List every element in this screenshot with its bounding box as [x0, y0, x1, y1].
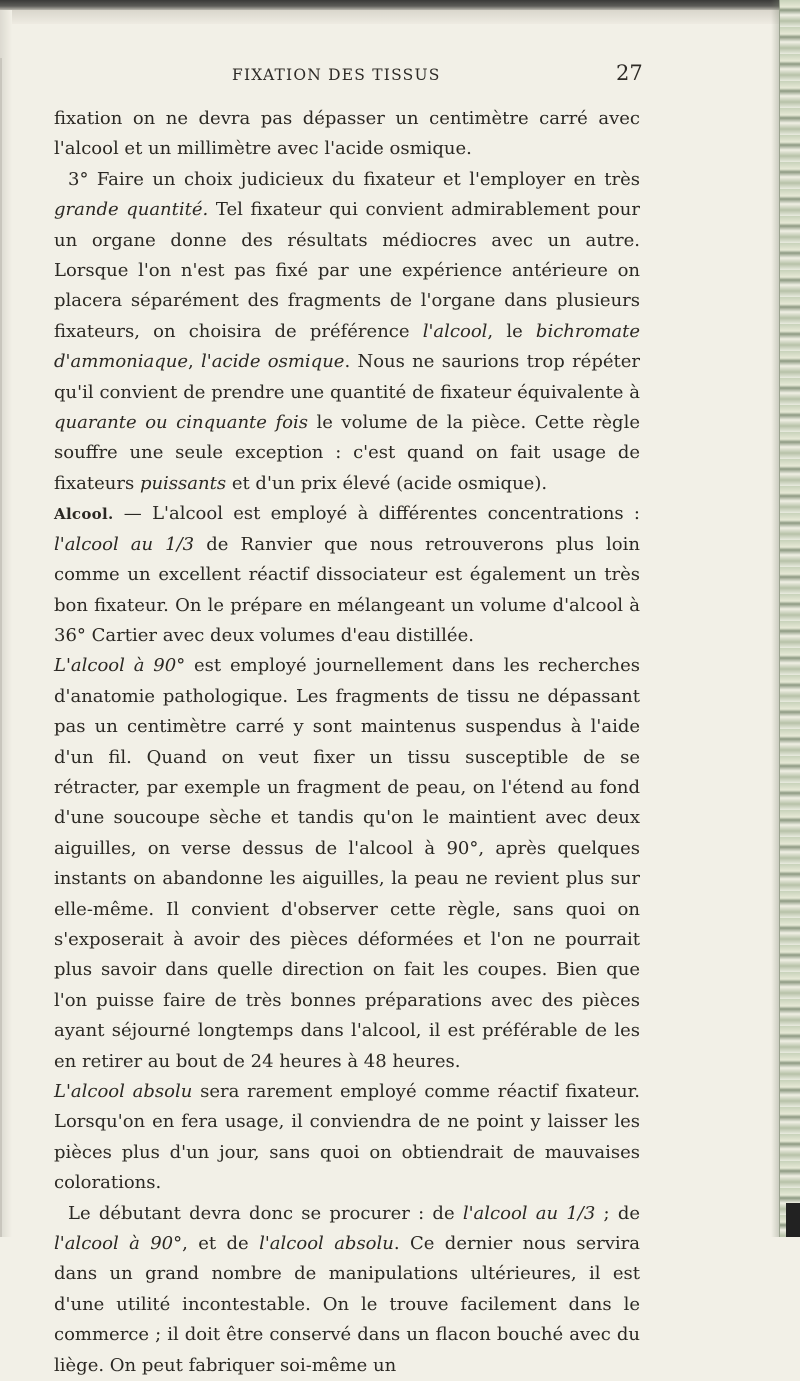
running-head: FIXATION DES TISSUS	[232, 66, 441, 84]
section-heading: Alcool.	[54, 505, 114, 524]
italic-term: puissants	[139, 472, 227, 494]
paragraph	[54, 104, 640, 165]
text-segment: , le	[487, 320, 536, 342]
italic-term: L'alcool absolu	[54, 1081, 193, 1102]
italic-term: quarante ou cinquante fois	[54, 412, 308, 434]
italic-term: bichromate d'ammoniaque	[54, 320, 641, 373]
italic-term: l'alcool	[422, 320, 488, 342]
paragraph	[54, 1199, 640, 1381]
paragraph	[54, 165, 640, 499]
text-segment: , et de	[182, 1233, 260, 1255]
text-segment: . Ce dernier nous servira dans un grand nombre de manipulations ultérieures, il est d'une utilité incontestable. On le trouve facilement dans le commerce ; il doit être conservé dans un flacon bouché avec du liège. On peut fabriquer soi-même un	[54, 1233, 640, 1376]
text-segment: Tel fixateur qui convient admirablement pour un organe donne des résultats médiocres avec un autre. Lorsque l'on n'est pas fixé par une expérience antérieure on placera séparément des fragments de l'organe dans plusieurs fixateurs, on choisira de préférence	[54, 199, 640, 342]
paragraph	[54, 1077, 640, 1199]
italic-term: l'alcool au 1/3	[462, 1202, 596, 1224]
text-segment: Le débutant devra donc se procurer : de	[68, 1202, 463, 1224]
body-text	[54, 104, 640, 1381]
text-segment: et d'un prix élevé (acide osmique).	[226, 472, 548, 494]
text-segment: 3° Faire un choix judicieux du fixateur et l'employer en très	[68, 168, 640, 190]
text-segment: est employé journellement dans les recherches d'anatomie pathologique. Les fragments de tissu ne dépassant pas un centimètre carré y sont maintenus suspendus à l'aide d'un fil. Quand on veut fixer un tissu susceptible de se rétracter, par exemple un fragment de peau, on l'étend au fond d'une soucoupe sèche et tandis qu'on le maintient avec deux aiguilles, on verse dessus de l'alcool à 90°, après quelques instants on abandonne les aiguilles, la peau ne revient plus sur elle-même. Il convient d'observer cette règle, sans quoi on s'exposerait à avoir des pièces déformées et l'on ne pourrait plus savoir dans quelle direction on fait les coupes. Bien que l'on puisse faire de très bonnes préparations avec des pièces ayant séjourné longtemps dans l'alcool, il est préférable de les en retirer au bout de 24 heures à 48 heures.	[54, 655, 641, 1072]
text-segment: ; de	[595, 1202, 640, 1224]
text-segment: le volume de la pièce. Cette règle souffre une seule exception : c'est quand on fait usage de fixateurs	[54, 412, 640, 494]
top-page-band	[0, 10, 785, 24]
italic-term: grande quantité.	[54, 199, 209, 221]
text-segment: ,	[188, 351, 202, 373]
text-segment: sera rarement employé comme réactif fixateur. Lorsqu'on en fera usage, il conviendra de ne point y laisser les pièces plus d'un jour, sans quoi on obtiendrait de mauvaises colorations.	[54, 1081, 640, 1194]
italic-term: l'acide osmique	[201, 351, 345, 373]
italic-term: L'alcool à 90°	[54, 655, 186, 677]
paragraph	[54, 651, 640, 1077]
page-number: 27	[616, 61, 643, 85]
italic-term: l'alcool absolu	[259, 1233, 394, 1255]
italic-term: l'alcool à 90°	[54, 1233, 183, 1255]
text-segment: . Nous ne saurions trop répéter qu'il convient de prendre une quantité de fixateur équivalente à	[54, 351, 640, 403]
left-page-edge	[0, 58, 2, 1237]
text-segment: fixation on ne devra pas dépasser un centimètre carré avec l'alcool et un millimètre avec l'acide osmique.	[54, 108, 640, 160]
book-spine-edge	[779, 0, 800, 1237]
bottom-right-corner	[786, 1203, 800, 1237]
top-edge-shadow	[0, 0, 790, 10]
text-segment: de Ranvier que nous retrouverons plus loin comme un excellent réactif dissociateur est également un très bon fixateur. On le prépare en mélangeant un volume d'alcool à 36° Cartier avec deux volumes d'eau distillée.	[54, 533, 640, 646]
page-header	[0, 60, 800, 88]
paragraph	[54, 499, 640, 651]
text-segment: — L'alcool est employé à différentes concentrations :	[113, 503, 640, 525]
italic-term: l'alcool au 1/3	[54, 533, 195, 555]
